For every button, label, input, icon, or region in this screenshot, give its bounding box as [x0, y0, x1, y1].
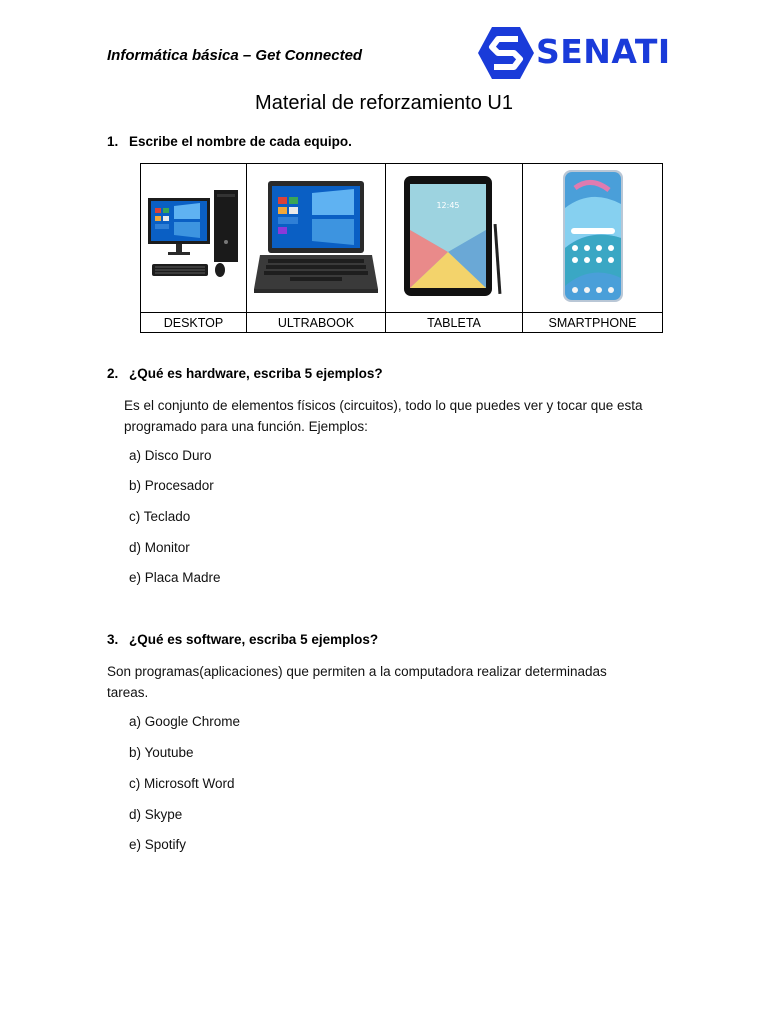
device-label-smartphone: SMARTPHONE	[523, 313, 663, 333]
software-definition-line-1: Son programas(aplicaciones) que permiten a la computadora realizar determinadas	[107, 664, 607, 679]
hardware-definition-line-2: programado para una función. Ejemplos:	[124, 419, 368, 434]
hardware-definition-line-1: Es el conjunto de elementos físicos (circuitos), todo lo que puedes ver y tocar que esta	[124, 398, 643, 413]
question-1	[107, 134, 352, 149]
software-example: e) Spotify	[129, 837, 187, 852]
question-1-number: 1.	[107, 134, 119, 149]
device-label-tablet: TABLETA	[386, 313, 523, 333]
tablet-clock: 12:45	[436, 200, 460, 210]
question-1-text: Escribe el nombre de cada equipo.	[129, 134, 352, 149]
senati-logo-icon	[478, 27, 534, 79]
software-example: b) Youtube	[129, 745, 194, 760]
senati-logo	[478, 27, 671, 79]
software-definition-line-2: tareas.	[107, 685, 149, 700]
software-example: d) Skype	[129, 807, 183, 822]
hardware-definition	[124, 395, 643, 437]
desktop-computer-icon	[144, 186, 244, 286]
desktop-image-cell	[141, 164, 247, 313]
hardware-example: e) Placa Madre	[129, 570, 221, 585]
question-2-number: 2.	[107, 366, 119, 381]
device-label-ultrabook: ULTRABOOK	[247, 313, 386, 333]
question-3-text: ¿Qué es software, escriba 5 ejemplos?	[129, 632, 379, 647]
hardware-example: a) Disco Duro	[129, 448, 212, 463]
ultrabook-image-cell	[247, 164, 386, 313]
ultrabook-laptop-icon	[254, 177, 378, 295]
tablet-image-cell	[386, 164, 523, 313]
hardware-example: c) Teclado	[129, 509, 191, 524]
question-3-number: 3.	[107, 632, 119, 647]
question-2-text: ¿Qué es hardware, escriba 5 ejemplos?	[129, 366, 383, 381]
course-title: Informática básica – Get Connected	[107, 47, 363, 64]
software-example: c) Microsoft Word	[129, 776, 235, 791]
software-definition	[107, 661, 607, 703]
question-2	[107, 366, 383, 381]
device-label-desktop: DESKTOP	[141, 313, 247, 333]
equipment-table	[140, 163, 663, 333]
smartphone-image-cell	[523, 164, 663, 313]
smartphone-icon	[561, 168, 625, 304]
question-3	[107, 632, 378, 647]
tablet-icon	[402, 172, 506, 300]
document-title: Material de reforzamiento U1	[255, 92, 513, 114]
senati-logo-text: SENATI	[536, 32, 671, 71]
hardware-example: b) Procesador	[129, 478, 214, 493]
software-example: a) Google Chrome	[129, 714, 241, 729]
hardware-example: d) Monitor	[129, 540, 190, 555]
